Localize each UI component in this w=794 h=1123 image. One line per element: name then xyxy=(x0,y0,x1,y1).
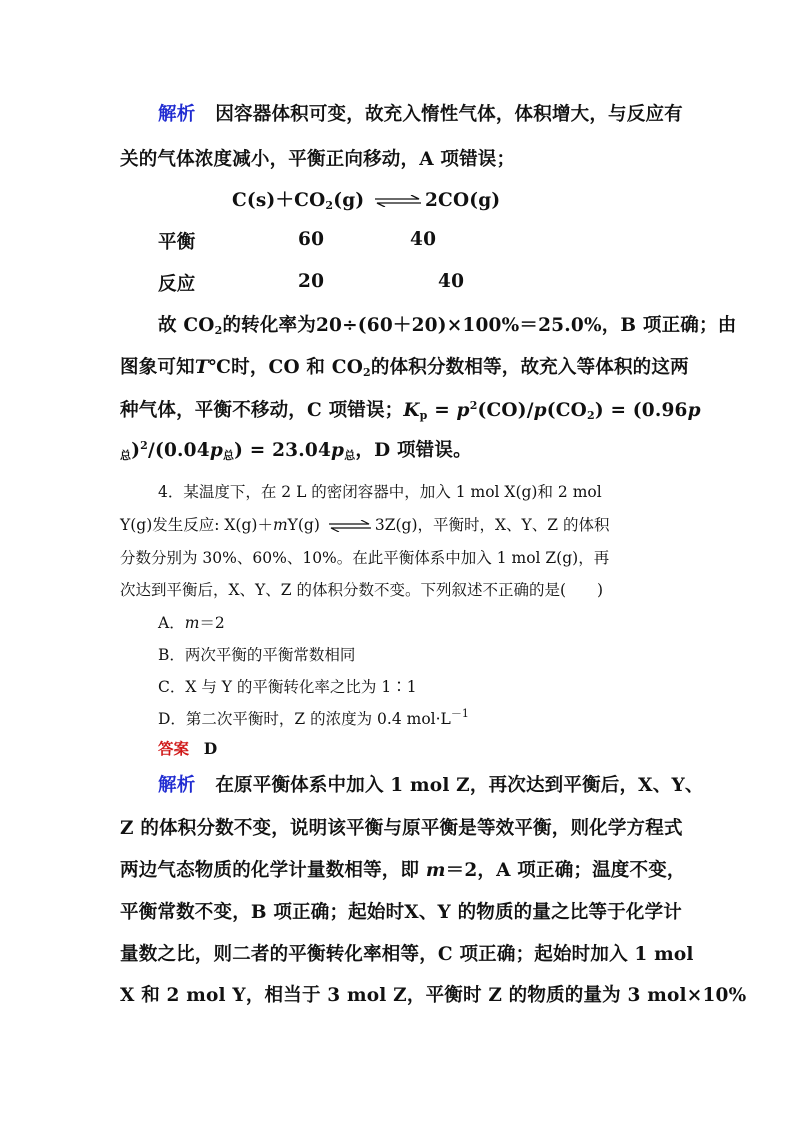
solution-1-line-6: $_总)^2/(0.04p_总) = 23.04p_总$，D 项错误。 xyxy=(120,439,472,462)
solution-label: 解析 xyxy=(158,775,196,796)
solution-1-line-5: 种气体，平衡不移动，C 项错误；$K_p = p^2(CO)/p(CO_2) = (0.96p$ xyxy=(120,399,701,422)
option-a: A．m＝2 xyxy=(158,614,225,632)
solution-2-line-5: 量数之比，则二者的平衡转化率相等，C 项正确；起始时加入 1 mol xyxy=(120,944,694,965)
answer-line xyxy=(158,737,217,759)
reaction-equation: $C(s)+CO_2(g)$ 2CO(g) xyxy=(232,190,501,212)
question-4-line-3: 分数分别为 30%、60%、10%。在此平衡体系中加入 1 mol Z(g)，再 xyxy=(120,549,610,567)
equilibrium-co2-value: 60 xyxy=(298,229,325,250)
equilibrium-co-value: 40 xyxy=(410,229,437,250)
question-4-line-1: 4．某温度下，在 2 L 的密闭容器中，加入 1 mol X(g)和 2 mol xyxy=(158,483,602,501)
equilibrium-row-label: 平衡 xyxy=(158,232,196,253)
solution-2-line-1: 解析 在原平衡体系中加入 1 mol Z，再次达到平衡后，X、Y、 xyxy=(158,775,704,796)
answer-label: 答案 xyxy=(158,739,190,758)
reacted-co2-value: 20 xyxy=(298,271,325,292)
reacted-co-value: 40 xyxy=(438,271,465,292)
equilibrium-arrow-icon xyxy=(327,520,373,532)
reacted-row-label: 反应 xyxy=(158,274,196,295)
solution-1-line-3: 故 $CO_2$的转化率为20÷(60＋20)×100%＝25.0%，B 项正确；由 xyxy=(158,315,737,337)
solution-1-line-1: 解析 因容器体积可变，故充入惰性气体，体积增大，与反应有 xyxy=(158,104,683,125)
question-4-line-2: Y(g)发生反应: X(g)＋mY(g) 3Z(g)，平衡时，X、Y、Z 的体积 xyxy=(120,516,610,534)
solution-2-line-4: 平衡常数不变，B 项正确；起始时X、Y 的物质的量之比等于化学计 xyxy=(120,902,682,923)
equilibrium-arrow-icon xyxy=(373,195,423,207)
solution-2-line-6: X 和 2 mol Y，相当于 3 mol Z，平衡时 Z 的物质的量为 3 mol×10% xyxy=(120,985,747,1006)
option-c: C．X 与 Y 的平衡转化率之比为 1∶1 xyxy=(158,678,417,696)
question-4-line-4: 次达到平衡后，X、Y、Z 的体积分数不变。下列叙述不正确的是( ) xyxy=(120,581,604,599)
solution-label: 解析 xyxy=(158,104,196,125)
option-b: B．两次平衡的平衡常数相同 xyxy=(158,646,356,664)
solution-1-line-4: 图象可知T℃时，CO 和 $CO_2$的体积分数相等，故充入等体积的这两 xyxy=(120,357,689,379)
answer-value: D xyxy=(203,739,218,758)
solution-2-line-2: Z 的体积分数不变，说明该平衡与原平衡是等效平衡，则化学方程式 xyxy=(120,818,683,839)
solution-2-line-3: 两边气态物质的化学计量数相等，即 m＝2，A 项正确；温度不变， xyxy=(120,860,686,881)
option-d: D．第二次平衡时，Z 的浓度为 0.4 $mol\cdot L^{-1}$ xyxy=(158,707,469,728)
solution-1-line-2: 关的气体浓度减小，平衡正向移动，A 项错误； xyxy=(120,149,516,170)
